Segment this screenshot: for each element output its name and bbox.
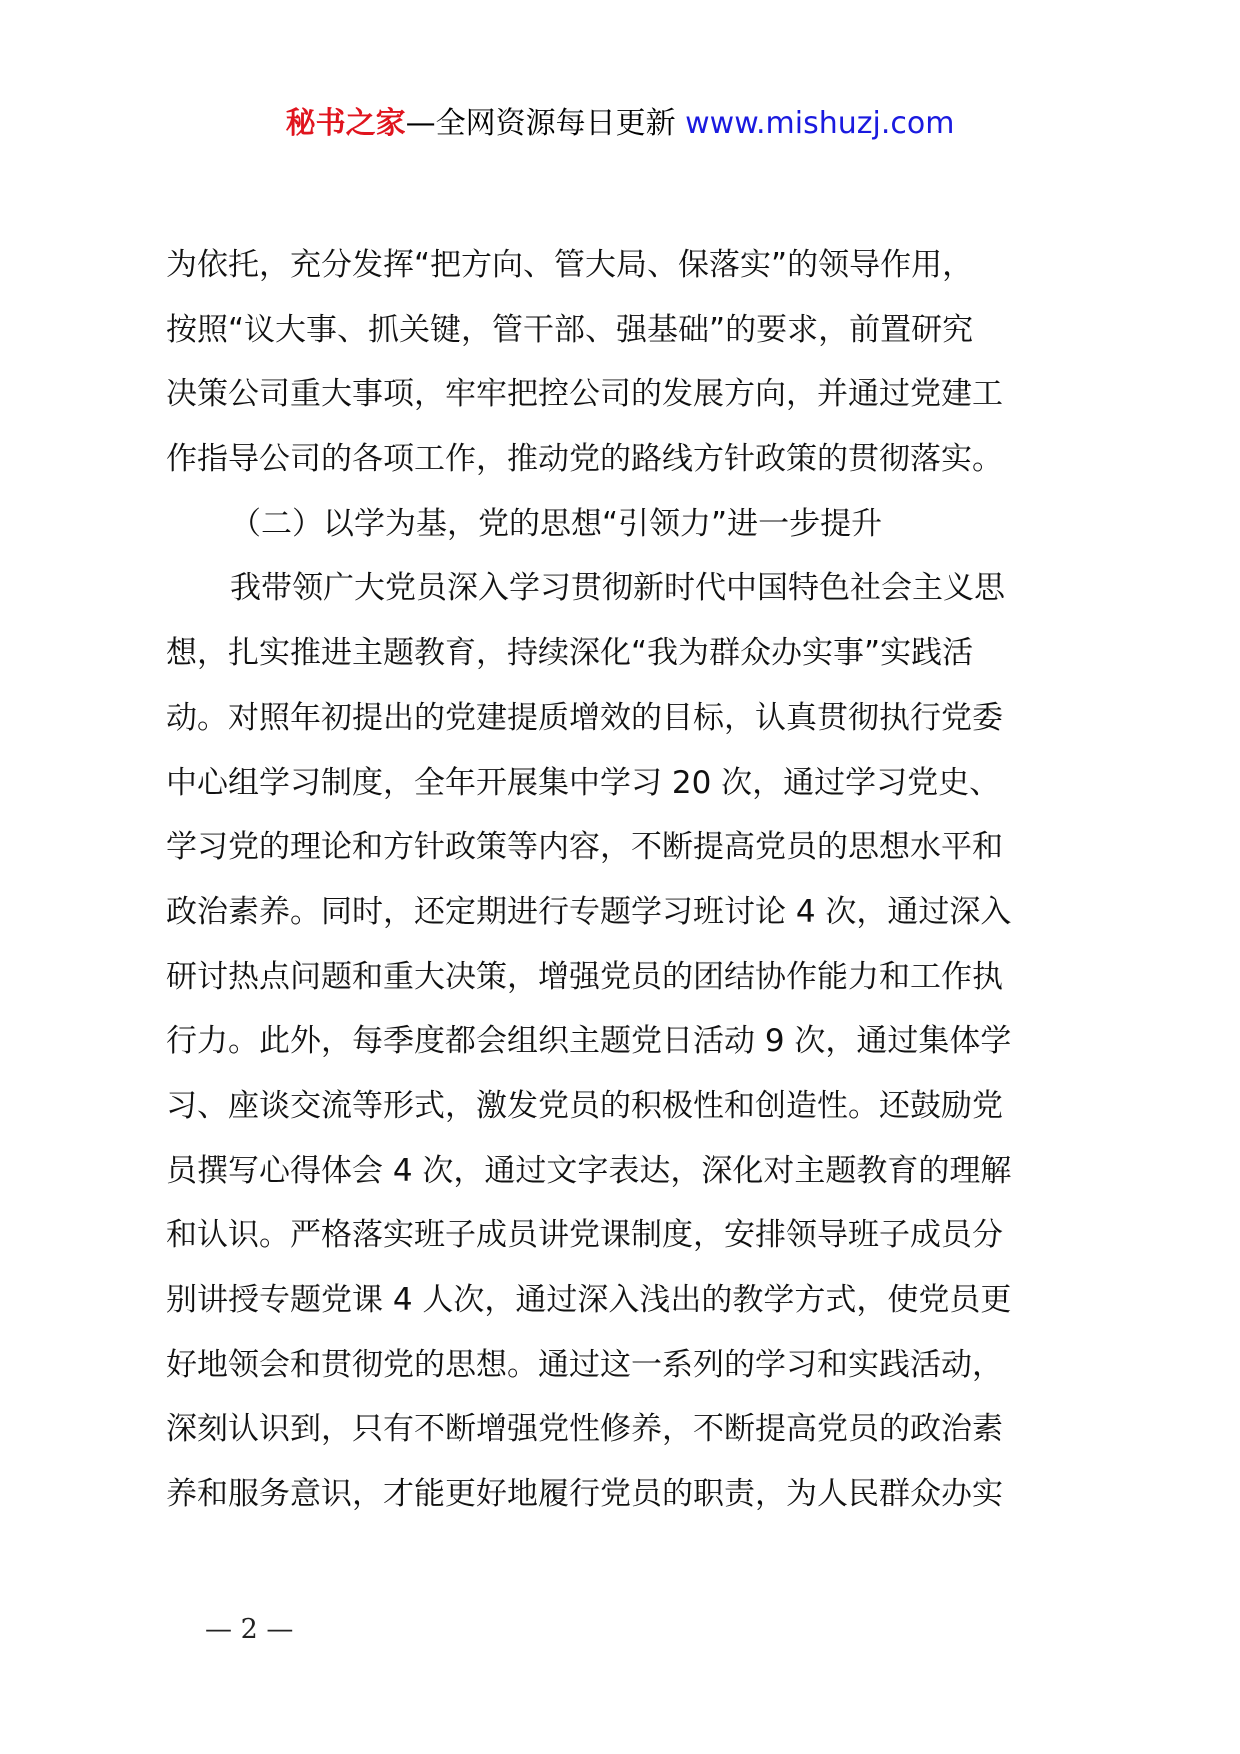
site-url-link[interactable]: www.mishuzj.com	[685, 106, 955, 141]
body-line: 想，扎实推进主题教育，持续深化“我为群众办实事”实践活	[166, 635, 974, 672]
body-line: 我带领广大党员深入学习贯彻新时代中国特色社会主义思	[230, 570, 1005, 607]
body-line: 研讨热点问题和重大决策，增强党员的团结协作能力和工作执	[166, 958, 1003, 995]
body-line: 作指导公司的各项工作，推动党的路线方针政策的贯彻落实。	[166, 441, 1003, 478]
body-line: 员撰写心得体会 4 次，通过文字表达，深化对主题教育的理解	[166, 1152, 1012, 1189]
body-line: 深刻认识到，只有不断增强党性修养，不断提高党员的政治素	[166, 1411, 1003, 1448]
body-line: 和认识。严格落实班子成员讲党课制度，安排领导班子成员分	[166, 1217, 1003, 1254]
body-line: 决策公司重大事项，牢牢把控公司的发展方向，并通过党建工	[166, 376, 1003, 413]
body-line: 养和服务意识，才能更好地履行党员的职责，为人民群众办实	[166, 1476, 1003, 1513]
body-line: 按照“议大事、抓关键，管干部、强基础”的要求，前置研究	[166, 311, 974, 348]
body-line: 动。对照年初提出的党建提质增效的目标，认真贯彻执行党委	[166, 699, 1003, 736]
document-body	[166, 240, 1096, 1534]
site-header	[0, 98, 1240, 150]
body-line: 好地领会和贯彻党的思想。通过这一系列的学习和实践活动，	[166, 1346, 1003, 1383]
body-line: 政治素养。同时，还定期进行专题学习班讨论 4 次，通过深入	[166, 893, 1012, 930]
header-tagline: —全网资源每日更新	[405, 106, 676, 141]
body-line: 行力。此外，每季度都会组织主题党日活动 9 次，通过集体学	[166, 1023, 1012, 1060]
body-line: 为依托，充分发挥“把方向、管大局、保落实”的领导作用，	[166, 247, 974, 283]
body-line: 中心组学习制度，全年开展集中学习 20 次，通过学习党史、	[166, 764, 1001, 801]
page-number: — 2 —	[205, 1614, 294, 1645]
body-line: 学习党的理论和方针政策等内容，不断提高党员的思想水平和	[166, 829, 1003, 866]
body-line: 习、座谈交流等形式，激发党员的积极性和创造性。还鼓励党	[166, 1087, 1003, 1124]
section-heading: （二）以学为基，党的思想“引领力”进一步提升	[230, 505, 883, 542]
brand-name: 秘书之家	[285, 106, 406, 141]
body-line: 别讲授专题党课 4 人次，通过深入浅出的教学方式，使党员更	[166, 1282, 1012, 1318]
